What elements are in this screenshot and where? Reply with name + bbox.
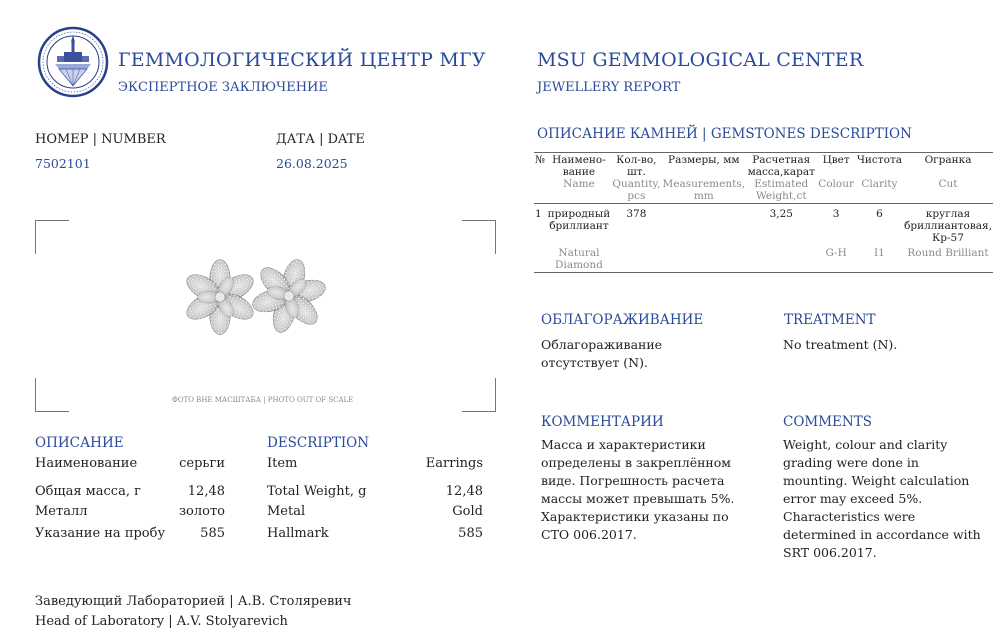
desc-en-label-weight: Total Weight, g	[267, 484, 367, 499]
desc-ru-value-weight: 12,48	[187, 484, 225, 499]
desc-ru-value-metal: золото	[178, 504, 225, 519]
description-ru-title: ОПИСАНИЕ	[35, 435, 124, 451]
table-row	[534, 244, 993, 273]
cell-weight-en	[746, 244, 816, 273]
cell-cut-en: Round Brilliant	[903, 244, 993, 273]
col-clarity: Чистота	[856, 153, 903, 179]
cell-measurements	[662, 204, 747, 245]
number-label: НОМЕР | NUMBER	[35, 132, 166, 147]
desc-ru-label-weight: Общая масса, г	[35, 484, 141, 499]
ru-subtitle: ЭКСПЕРТНОЕ ЗАКЛЮЧЕНИЕ	[118, 80, 328, 95]
comments-ru-title: КОММЕНТАРИИ	[541, 414, 664, 430]
photo-caption: ФОТО ВНЕ МАСШТАБА | PHOTO OUT OF SCALE	[172, 396, 354, 404]
msu-logo	[37, 26, 109, 98]
gemstones-header-ru	[534, 153, 993, 179]
col-cut-en: Cut	[903, 178, 993, 204]
cell-colour: 3	[832, 208, 840, 220]
photo-corner-bl	[35, 378, 69, 412]
desc-en-label-hallmark: Hallmark	[267, 526, 329, 541]
col-colour-en: Colour	[816, 178, 855, 204]
desc-ru-label-metal: Металл	[35, 504, 88, 519]
gemstones-header-en	[534, 178, 993, 204]
desc-ru-value-item: серьги	[179, 456, 225, 471]
col-weight: Расчетная масса,карат	[747, 154, 815, 178]
col-measurements: Размеры, мм	[662, 153, 747, 179]
col-colour: Цвет	[816, 153, 855, 179]
cell-no-en	[534, 244, 547, 273]
desc-ru-value-hallmark: 585	[200, 526, 225, 541]
col-name: Наимено-вание	[547, 153, 612, 179]
ru-title: ГЕММОЛОГИЧЕСКИЙ ЦЕНТР МГУ	[118, 49, 486, 71]
col-no: №	[534, 153, 547, 179]
desc-ru-label-item: Наименование	[35, 456, 138, 471]
cell-measurements-en	[662, 244, 747, 273]
gemstones-title: ОПИСАНИЕ КАМНЕЙ | GEMSTONES DESCRIPTION	[537, 126, 912, 142]
cell-name-en: Natural Diamond	[547, 244, 612, 273]
desc-en-value-hallmark: 585	[458, 526, 483, 541]
date-value: 26.08.2025	[276, 156, 348, 171]
desc-en-value-weight: 12,48	[445, 484, 483, 499]
col-measurements-en: Measurements, mm	[662, 178, 746, 202]
cell-name: природный бриллиант	[547, 208, 611, 232]
cell-clarity: 6	[876, 208, 883, 220]
comments-ru-text: Масса и характеристики определены в закреплённом виде. Погрешность расчета массы может превышать 5%. Характеристики указаны по СТО 006.2017.	[541, 437, 735, 542]
cell-no: 1	[535, 208, 542, 220]
desc-en-label-item: Item	[267, 456, 298, 471]
gemstones-table	[534, 152, 993, 273]
col-weight-en: Estimated Weight,ct	[746, 178, 816, 204]
description-en-title: DESCRIPTION	[267, 435, 370, 451]
cell-weight: 3,25	[769, 208, 793, 220]
col-no-en	[534, 178, 547, 204]
cell-cut: круглая бриллиантовая, Кр-57	[904, 208, 992, 244]
cell-colour-en: G-H	[816, 244, 855, 273]
number-value: 7502101	[35, 156, 91, 171]
col-quantity-en: Quantity, pcs	[612, 178, 661, 202]
comments-en-text: Weight, colour and clarity grading were done in mounting. Weight calculation error may exceed 5%. Characteristics were determined in accordance with SRT 006.2017.	[783, 437, 981, 560]
cell-quantity: 378	[626, 208, 647, 220]
treatment-ru-title: ОБЛАГОРАЖИВАНИЕ	[541, 312, 704, 328]
photo-corner-tl	[35, 220, 69, 254]
treatment-ru-text: Облагораживание отсутствует (N).	[541, 337, 663, 370]
photo-corner-br	[462, 378, 496, 412]
desc-en-value-metal: Gold	[452, 504, 483, 519]
desc-ru-label-hallmark: Указание на пробу	[35, 526, 166, 541]
en-title: MSU GEMMOLOGICAL CENTER	[537, 49, 864, 71]
desc-en-label-metal: Metal	[267, 504, 306, 519]
en-subtitle: JEWELLERY REPORT	[537, 80, 681, 95]
signature-en: Head of Laboratory | A.V. Stolyarevich	[35, 614, 288, 629]
cell-quantity-en	[611, 244, 661, 273]
col-cut: Огранка	[903, 153, 993, 179]
desc-en-value-item: Earrings	[425, 456, 483, 471]
date-label: ДАТА | DATE	[276, 132, 365, 147]
photo-corner-tr	[462, 220, 496, 254]
cell-clarity-en: I1	[856, 244, 903, 273]
col-quantity: Кол-во, шт.	[611, 153, 661, 179]
comments-en-title: COMMENTS	[783, 414, 872, 430]
signature-ru: Заведующий Лабораторией | А.В. Столяревич	[35, 594, 352, 609]
table-row	[534, 204, 993, 245]
col-name-en: Name	[547, 178, 612, 204]
earrings-photo	[183, 250, 328, 345]
treatment-en-text: No treatment (N).	[783, 337, 898, 352]
col-clarity-en: Clarity	[856, 178, 903, 204]
treatment-en-title: TREATMENT	[784, 312, 876, 328]
